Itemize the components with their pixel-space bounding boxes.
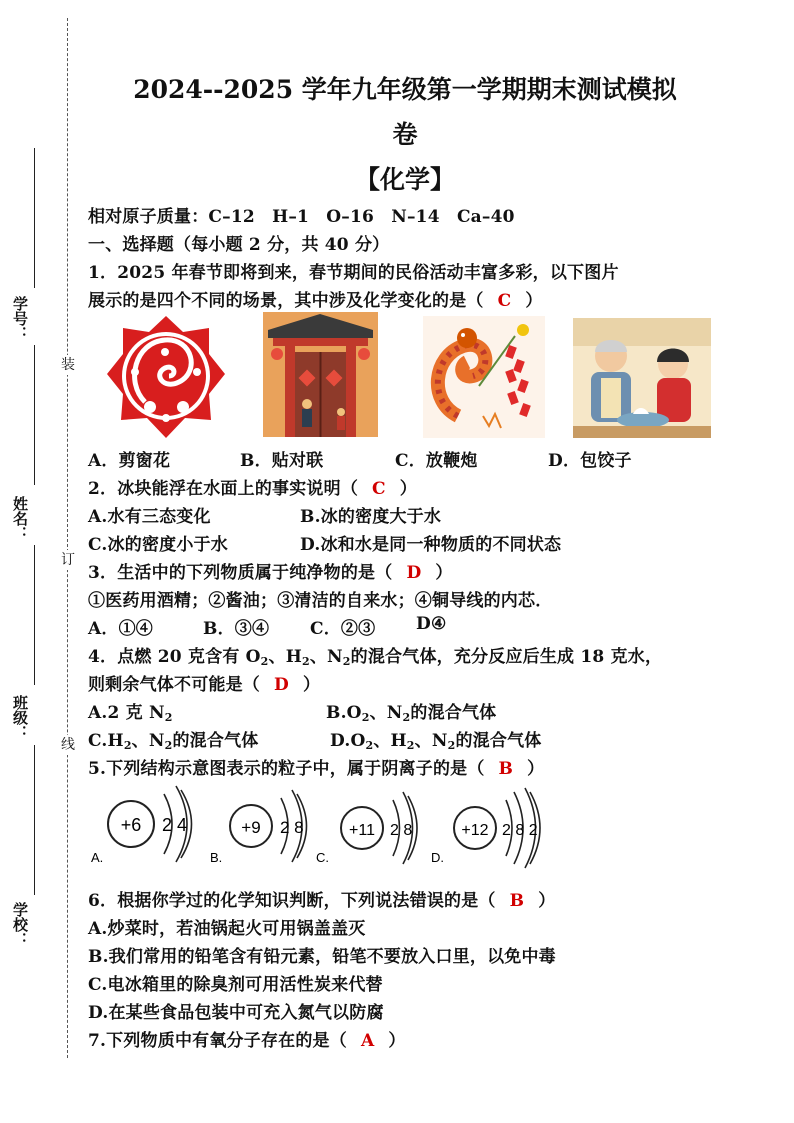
q1-stem-text: 展示的是四个不同的场景，其中涉及化学变化的是（ — [88, 291, 484, 311]
q6-option-b: B.我们常用的铅笔含有铅元素，铅笔不要放入口里，以免中毒 — [88, 947, 556, 967]
q3-items: ①医药用酒精；②酱油；③清洁的自来水；④铜导线的内芯． — [88, 591, 553, 611]
q2-stem-text: 2．冰块能浮在水面上的事实说明（ — [88, 479, 359, 499]
q3-options — [88, 614, 447, 639]
q1-option-c: C．放鞭炮 — [395, 451, 478, 471]
q3-option-c: C．②③ — [310, 619, 376, 639]
atom-c-letter: C. — [316, 850, 329, 865]
q2-options-row1 — [88, 502, 442, 527]
atom-d-letter: D. — [431, 850, 444, 865]
q2-answer: C — [372, 479, 386, 499]
q1-options — [88, 446, 632, 471]
q2-options-row2 — [88, 530, 562, 555]
q1-option-d: D．包饺子 — [548, 451, 632, 471]
q3-option-b: B．③④ — [203, 619, 270, 639]
q4-stem-close: ） — [302, 675, 321, 695]
q2-stem — [88, 474, 417, 499]
atom-c-shells: 2 8 — [390, 822, 413, 839]
q4-option-a: A.2 克 $N_2$ — [88, 703, 173, 724]
q4-stem-line1 — [88, 642, 662, 668]
q6-answer: B — [509, 891, 525, 911]
exam-title-line2: 卷 — [392, 120, 418, 149]
q7-stem-text: 7.下列物质中有氧分子存在的是（ — [88, 1031, 347, 1051]
atom-b-nucleus: +9 — [241, 818, 261, 837]
margin-rule-class-top — [34, 545, 35, 685]
q4-text-b: 、H — [268, 647, 302, 667]
q5-answer: B — [498, 759, 514, 779]
q3-option-a: A．①④ — [88, 619, 153, 639]
q2-option-c: C.冰的密度小于水 — [88, 535, 228, 555]
atom-b-shells: 2 8 — [280, 818, 304, 837]
q4-sub: 2 — [260, 655, 269, 668]
atom-c-nucleus: +11 — [349, 822, 375, 839]
q4-option-b: $B.O_2$、$N_2$的混合气体 — [326, 703, 497, 724]
q4-answer: D — [274, 675, 289, 695]
q5-stem — [88, 754, 544, 779]
atom-b-letter: B. — [210, 850, 223, 865]
q6-option-d: D.在某些食品包装中可充入氮气以防腐 — [88, 1003, 384, 1023]
q2-option-a: A.水有三态变化 — [88, 507, 211, 527]
atom-d-shells: 2 8 2 — [502, 822, 538, 839]
margin-label-student-id: 学号： — [11, 296, 29, 341]
margin-rule-name-top — [34, 345, 35, 485]
q6-option-c: C.电冰箱里的除臭剂可用活性炭来代替 — [88, 975, 383, 995]
q5-stem-text: 5.下列结构示意图表示的粒子中，属于阴离子的是（ — [88, 759, 485, 779]
q4-stem-text: 则剩余气体不可能是（ — [88, 675, 260, 695]
q3-stem — [88, 558, 453, 583]
q3-option-d: D④ — [416, 614, 447, 634]
binding-char-ding: 订 — [61, 552, 75, 568]
q1-answer: C — [497, 291, 512, 311]
margin-label-school: 学校： — [11, 902, 29, 947]
q6-stem — [88, 886, 555, 911]
section-heading: 一、选择题（每小题 2 分，共 40 分） — [88, 235, 390, 255]
firecracker-snake-image — [423, 316, 545, 438]
atom-a-letter: A. — [91, 850, 104, 865]
atom-diagram-d — [431, 788, 540, 868]
atom-diagram-b — [210, 790, 307, 865]
binding-char-xian: 线 — [61, 737, 75, 753]
q4-option-d: $D.O_2$、$H_2$、$N_2$的混合气体 — [330, 731, 542, 752]
q7-stem — [88, 1026, 406, 1051]
exam-title-line1: 2024--2025 学年九年级第一学期期末测试模拟 — [133, 75, 677, 104]
q7-stem-close: ） — [388, 1031, 406, 1051]
margin-label-class: 班级： — [11, 695, 29, 740]
atom-a-shells: 2 4 — [162, 815, 188, 835]
q2-option-d: D.冰和水是同一种物质的不同状态 — [300, 535, 562, 555]
q4-option-c: $C.H_2$、$N_2$的混合气体 — [88, 731, 259, 752]
binding-char-zhuang: 装 — [61, 357, 75, 373]
q4-sub: 2 — [301, 655, 310, 668]
q7-answer: A — [360, 1031, 375, 1051]
atomic-mass-line: 相对原子质量：C–12 H–1 O–16 N–14 Ca–40 — [88, 207, 515, 227]
q5-stem-close: ） — [527, 759, 545, 779]
q6-stem-close: ） — [538, 891, 556, 911]
q4-text-c: 、N — [309, 647, 343, 667]
q6-stem-text: 6．根据你学过的化学知识判断，下列说法错误的是（ — [88, 891, 496, 911]
couplet-door-image — [263, 312, 378, 437]
atom-d-nucleus: +12 — [461, 822, 489, 839]
q3-stem-close: ） — [435, 563, 453, 583]
q2-option-b: B.冰的密度大于水 — [300, 507, 442, 527]
q6-option-a: A.炒菜时，若油锅起火可用锅盖盖灭 — [88, 919, 366, 939]
atom-diagram-c — [316, 792, 417, 865]
atom-a-nucleus: +6 — [120, 815, 142, 835]
margin-label-name: 姓名： — [11, 496, 29, 541]
q1-option-b: B．贴对联 — [240, 451, 324, 471]
q4-text-d: 的混合气体，充分反应后生成 18 克水， — [350, 647, 663, 667]
atom-diagram-a — [91, 786, 192, 865]
q1-stem-line1: 1．2025 年春节即将到来，春节期间的民俗活动丰富多彩，以下图片 — [88, 263, 619, 283]
q4-sub: 2 — [342, 655, 351, 668]
q1-option-a: A．剪窗花 — [88, 451, 171, 471]
q1-stem-close: ） — [525, 291, 543, 311]
q2-stem-close: ） — [399, 479, 417, 499]
making-dumplings-image — [573, 318, 711, 438]
q4-stem-line2 — [88, 670, 320, 695]
paper-cut-snake-image — [105, 312, 227, 442]
q3-answer: D — [406, 563, 422, 583]
q4-options-row1 — [88, 698, 497, 724]
subject-title: 【化学】 — [354, 165, 455, 194]
atom-structure-diagrams — [88, 782, 558, 872]
q4-text-a: 4．点燃 20 克含有 O — [88, 647, 261, 667]
q1-stem-line2 — [88, 286, 543, 311]
margin-rule-school-top — [34, 745, 35, 895]
q3-stem-text: 3．生活中的下列物质属于纯净物的是（ — [88, 563, 393, 583]
q4-options-row2 — [88, 726, 542, 752]
